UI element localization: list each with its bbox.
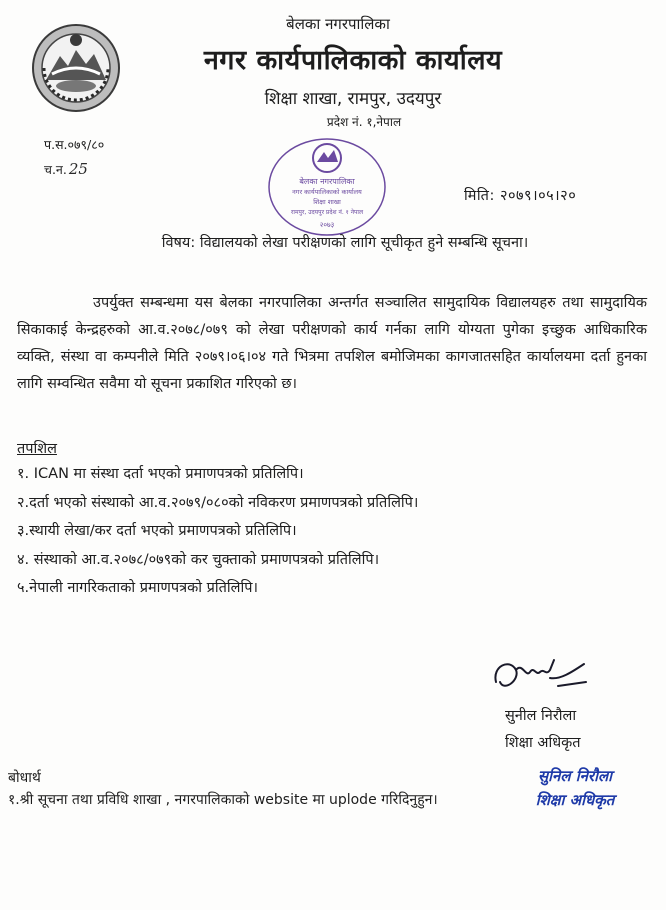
annex-title: तपशिल	[17, 441, 57, 457]
stamp-line1: बेलका नगरपालिका	[299, 177, 355, 186]
stamp-name: सुनिल निरौला	[537, 767, 613, 785]
list-item: ५.नेपाली नागरिकताको प्रमाणपत्रको प्रतिलिपि।	[17, 580, 258, 596]
list-item: २.दर्ता भएको संस्थाको आ.व.२०७९/०८०को नविकरण प्रमाणपत्रको प्रतिलिपि।	[17, 494, 419, 511]
dispatch-value: 25	[68, 160, 88, 178]
cc-title: बोधार्थ	[8, 770, 41, 786]
dispatch-number	[44, 160, 88, 178]
handwritten-signature	[490, 652, 590, 700]
stamp-line3: शिक्षा शाखा	[313, 198, 341, 206]
letter-number: प.स.०७९/८०	[44, 137, 105, 152]
office-seal-stamp	[262, 132, 392, 242]
letter-subject: विषय: विद्यालयको लेखा परीक्षणको लागि सूचीकृत हुने सम्बन्धि सूचना।	[161, 235, 529, 251]
list-item: ३.स्थायी लेखा/कर दर्ता भएको प्रमाणपत्रको प्रतिलिपि।	[17, 523, 297, 539]
dispatch-label: च.न.	[44, 162, 67, 177]
cc-item: १.श्री सूचना तथा प्रविधि शाखा , नगरपालिकाको website मा uplode गरिदिनुहुन।	[8, 792, 438, 808]
stamp-title: शिक्षा अधिकृत	[535, 791, 615, 809]
stamp-year: २०७३	[319, 221, 335, 229]
notice-body	[17, 290, 647, 398]
signatory-title: शिक्षा अधिकृत	[505, 735, 581, 751]
municipality-name: बेलका नगरपालिका	[286, 15, 390, 33]
annex-list	[17, 464, 637, 607]
stamp-line4: रामपुर, उदयपुर प्रदेश नं. १ नेपाल	[290, 209, 364, 216]
section-address: शिक्षा शाखा, रामपुर, उदयपुर	[264, 89, 442, 109]
list-item: ४. संस्थाको आ.व.२०७८/०७९को कर चुक्ताको प्रमाणपत्रको प्रतिलिपि।	[17, 551, 380, 568]
list-item: १. ICAN मा संस्था दर्ता भएको प्रमाणपत्रको प्रतिलिपि।	[17, 466, 304, 482]
office-name: नगर कार्यपालिकाको कार्यालय	[203, 45, 503, 76]
province-line: प्रदेश नं. १,नेपाल	[326, 115, 402, 129]
official-name-stamp	[520, 764, 630, 812]
letter-date: मिति: २०७९।०५।२०	[464, 188, 577, 204]
stamp-line2: नगर कार्यपालिकाको कार्यालय	[292, 188, 362, 196]
signatory-name: सुनील निरौला	[505, 708, 577, 724]
notice-body-text: उपर्युक्त सम्बन्धमा यस बेलका नगरपालिका अन्तर्गत सञ्चालित सामुदायिक विद्यालयहरु तथा सामुदायिक सिकाकाई केन्द्रहरुको आ.व.२०७८/०७९ को लेखा परीक्षणको कार्य गर्नका लागि योग्यता पुगेका इच्छुक आधिकारिक व्यक्ति, संस्था वा कम्पनीले मिति २०७९।०६।०४ गते भित्रमा तपशिल बमोजिमका कागजातसहित कार्यालयमा दर्ता हुनका लागि सम्वन्धित सवैमा यो सूचना प्रकाशित गरिएको छ।	[17, 295, 647, 392]
